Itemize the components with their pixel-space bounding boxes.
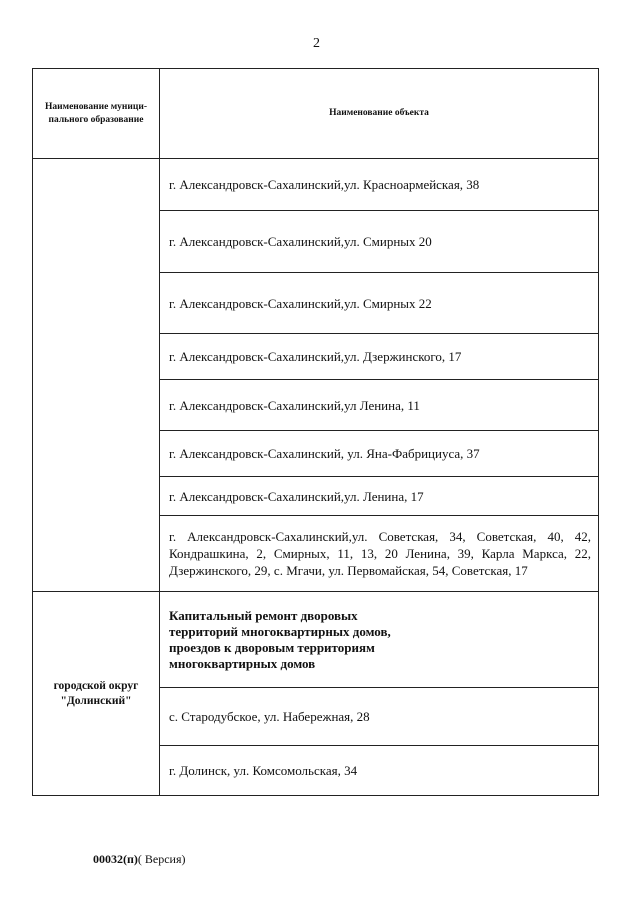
table-header-row xyxy=(33,69,599,159)
page-number: 2 xyxy=(313,36,320,51)
document-code: 00032(п) xyxy=(93,852,138,866)
section-title-row xyxy=(33,592,599,688)
object-cell: г. Александровск-Сахалинский,ул. Дзержинского, 17 xyxy=(160,334,599,380)
header-municipality: Наименование муници-пального образование xyxy=(33,69,160,159)
municipality-cell-1 xyxy=(33,159,160,592)
object-cell: г. Александровск-Сахалинский,ул. Смирных 20 xyxy=(160,211,599,273)
object-cell: с. Стародубское, ул. Набережная, 28 xyxy=(160,688,599,746)
municipality-cell-dolinsky: городской округ "Долинский" xyxy=(33,592,160,796)
table-row xyxy=(33,159,599,211)
objects-table xyxy=(32,68,599,796)
header-object: Наименование объекта xyxy=(160,69,599,159)
object-cell: г. Александровск-Сахалинский,ул. Ленина, 17 xyxy=(160,477,599,516)
object-cell: г. Александровск-Сахалинский,ул. Красноармейская, 38 xyxy=(160,159,599,211)
document-version: ( Версия) xyxy=(137,852,186,866)
section-title-text: Капитальный ремонт дворовых территорий многоквартирных домов, проездов к дворовым территориям многоквартирных домов xyxy=(169,607,391,671)
object-cell: г. Александровск-Сахалинский, ул. Яна-Фабрициуса, 37 xyxy=(160,431,599,477)
section-title xyxy=(160,592,599,688)
footer xyxy=(93,852,186,867)
object-cell: г. Александровск-Сахалинский,ул. Советская, 34, Советская, 40, 42, Кондрашкина, 2, Смирных, 11, 13, 20 Ленина, 39, Карла Маркса, 22, Дзержинского, 29, с. Мгачи, ул. Первомайская, 54, Советская, 17 xyxy=(160,516,599,592)
object-cell: г. Александровск-Сахалинский,ул. Смирных 22 xyxy=(160,273,599,334)
object-cell: г. Долинск, ул. Комсомольская, 34 xyxy=(160,746,599,796)
object-cell: г. Александровск-Сахалинский,ул Ленина, 11 xyxy=(160,380,599,431)
